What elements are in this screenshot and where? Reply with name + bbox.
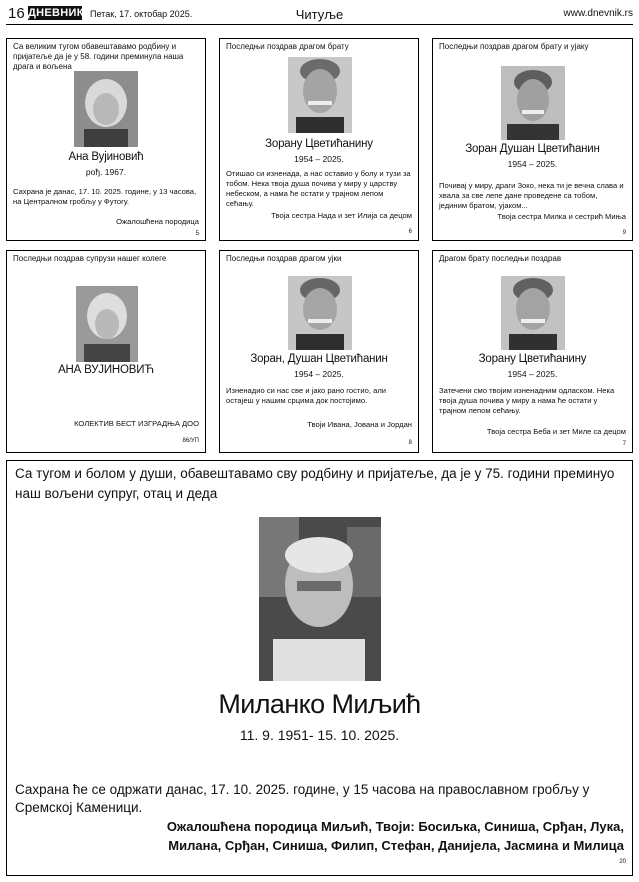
life-dates: 1954 – 2025. <box>294 369 344 379</box>
notice-body: Сахрана је данас, 17. 10. 2025. године, у 13 часова, на Централном гробљу у Футогу. <box>13 187 197 206</box>
obituary-notice <box>219 38 419 241</box>
deceased-name: Зорану Цветићанину <box>265 138 373 150</box>
notice-intro: Са тугом и болом у души, обавештавамо сву родбину и пријатеље, да је у 75. години преминуо наш вољени супруг, отац и деда <box>15 466 615 501</box>
notice-intro: Последњи поздрав супрузи нашег колеге <box>13 254 167 263</box>
obituary-notice <box>432 250 633 453</box>
deceased-name: Зорану Цветићанину <box>478 353 587 365</box>
portrait-photo <box>501 66 565 140</box>
notice-body: Изненадио си нас све и јако рано гостио, али остајеш у нашим срцима док постојимо. <box>226 386 386 405</box>
deceased-name: АНА ВУЈИНОВИЋ <box>58 364 154 376</box>
notice-body: Почивај у миру, драги Зоко, нека ти је вечна слава и хвала за све лепе дане проведене са тобом, јединим братом, ујаком... <box>439 181 624 210</box>
obituary-notice <box>6 38 206 241</box>
notice-intro: Последњи поздрав драгом брату <box>226 42 349 51</box>
life-dates: 1954 – 2025. <box>507 159 558 169</box>
portrait-photo <box>288 57 352 133</box>
deceased-name: Ана Вујиновић <box>68 151 144 163</box>
obituary-notice <box>6 250 206 453</box>
life-dates: 1954 – 2025. <box>294 154 344 164</box>
page-number: 16 <box>8 5 25 22</box>
page-header <box>6 4 633 25</box>
deceased-name: Зоран, Душан Цветићанин <box>250 353 388 365</box>
portrait-photo <box>76 286 138 362</box>
notice-signature: Ожалошћена породица <box>116 217 199 226</box>
notice-signature: КОЛЕКТИВ БЕСТ ИЗГРАДЊА ДОО <box>74 419 199 428</box>
notice-intro: Последњи поздрав драгом брату и ујаку <box>439 42 589 51</box>
notice-body: Сахрана ће се одржати данас, 17. 10. 2025. године, у 15 часова на православном гробљу у Сремској Каменици. <box>15 782 590 815</box>
notice-signature: Твоја сестра Милка и сестрић Миња <box>497 212 626 221</box>
notice-intro: Последњи поздрав драгом ујки <box>226 254 342 263</box>
issue-date: Петак, 17. октобар 2025. <box>90 9 193 19</box>
deceased-name: Зоран Душан Цветићанин <box>465 143 600 155</box>
notice-intro: Драгом брату последњи поздрав <box>439 254 562 263</box>
life-dates: 11. 9. 1951- 15. 10. 2025. <box>239 727 400 743</box>
section-title: Читуље <box>295 7 344 22</box>
notice-signature: Твоја сестра Нада и зет Илија са децом <box>271 211 412 220</box>
obituary-notice <box>432 38 633 241</box>
notice-intro: Са великим тугом обавештавамо родбину и пријатеље да је у 58. години преминула наша драга и вољена <box>13 42 184 71</box>
portrait-photo <box>259 517 381 681</box>
notice-code: 8 <box>408 440 412 446</box>
life-dates: 1954 – 2025. <box>507 369 558 379</box>
notice-code: 9 <box>622 230 626 236</box>
notice-code: 7 <box>622 441 626 447</box>
deceased-name: Миланко Миљић <box>218 689 421 719</box>
notice-code: 20 <box>619 859 626 865</box>
portrait-photo <box>288 276 352 350</box>
notice-signature: Твоји Ивана, Јована и Јордан <box>307 420 412 429</box>
notice-code: 86/УП <box>182 438 199 444</box>
obituary-notice-main <box>6 460 633 876</box>
newspaper-logo: ДНЕВНИК <box>28 7 84 19</box>
notice-body: Затечени смо твојим изненадним одласком. Нека твоја душа почива у миру а нама ће остати у трајном лепом сећању. <box>439 386 615 415</box>
website-link[interactable]: www.dnevnik.rs <box>563 8 633 19</box>
birth-note: рођ. 1967. <box>85 167 127 177</box>
notice-code: 5 <box>195 231 199 237</box>
notice-signature: Твоја сестра Беба и зет Миле са децом <box>486 427 626 436</box>
portrait-photo <box>74 71 138 147</box>
notice-signature-line2: Милана, Срђан, Синиша, Филип, Стефан, Данијела, Јасмина и Милица <box>168 838 624 853</box>
notice-code: 6 <box>408 229 412 235</box>
notice-body: Отишао си изненада, а нас оставио у болу и тузи за тобом. Нека твоја душа почива у миру у царству небеском, а нама ће остати у трајном лепом сећању. <box>226 169 411 208</box>
obituary-notice <box>219 250 419 453</box>
notice-signature-line1: Ожалошћена породица Миљић, Твоји: Босиљка, Синиша, Срђан, Лука, <box>166 819 624 834</box>
portrait-photo <box>501 276 565 350</box>
